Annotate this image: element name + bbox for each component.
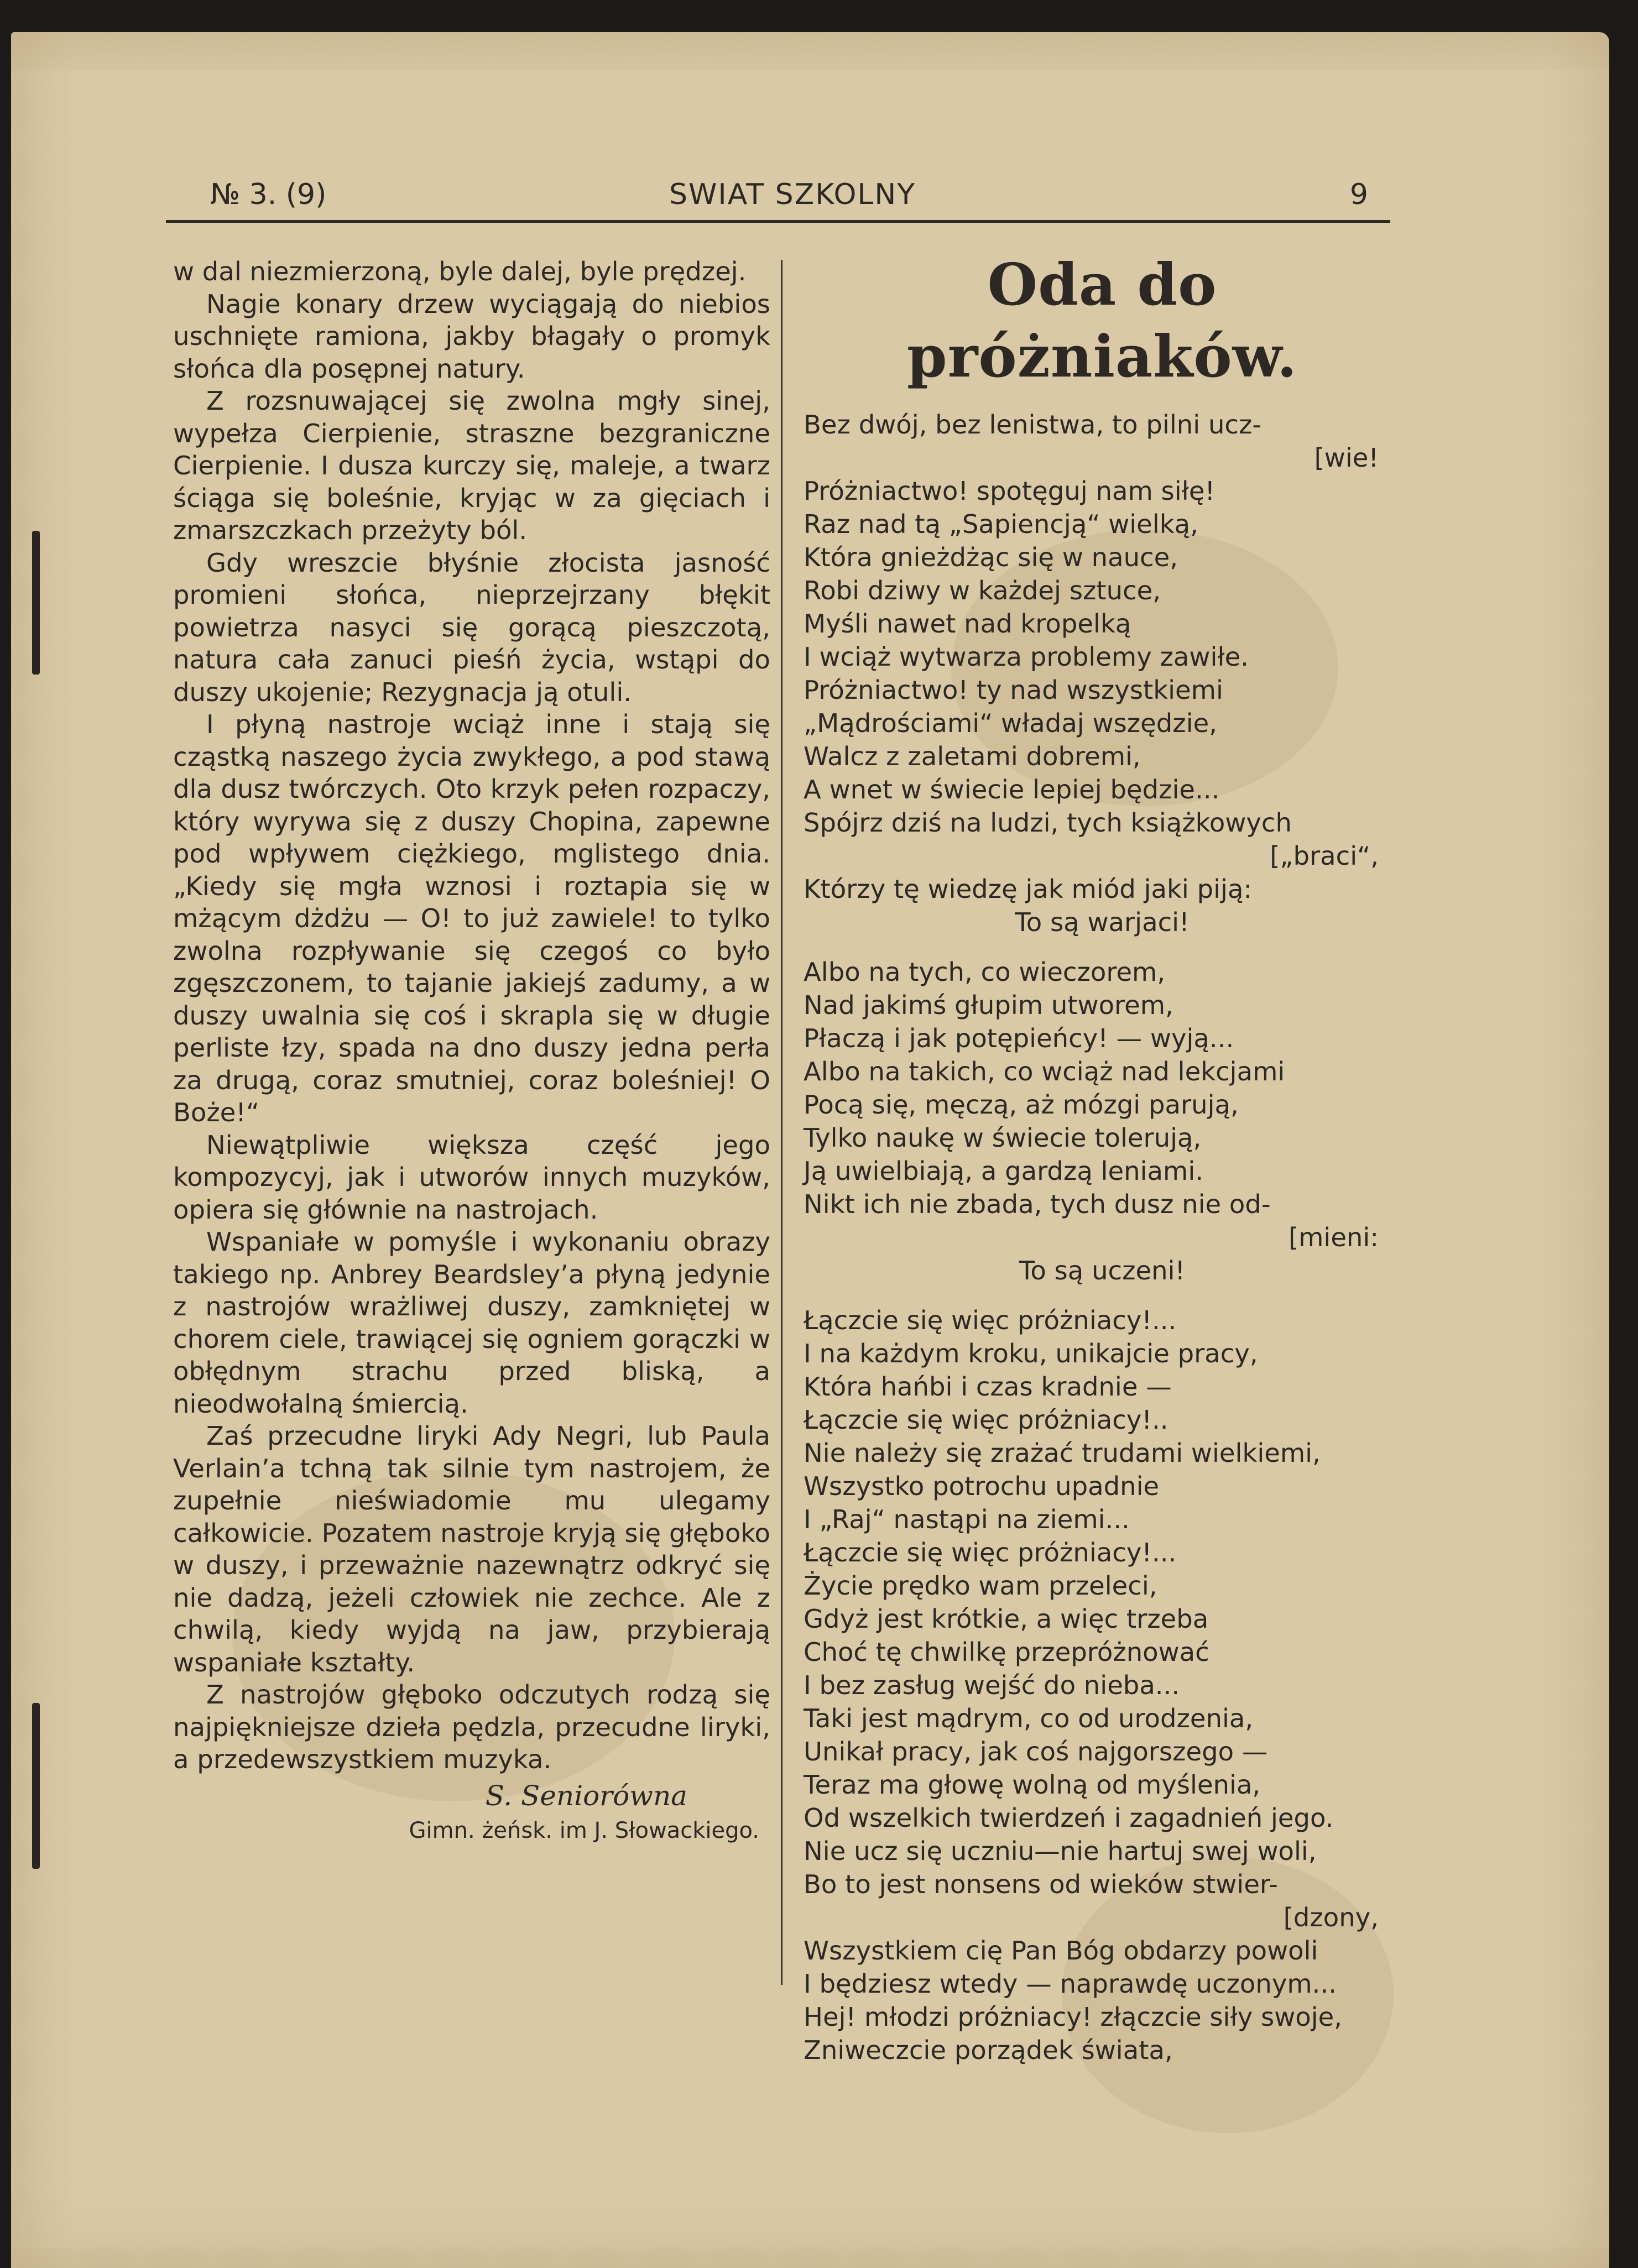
poem-line: Próżniactwo! spotęguj nam siłę! — [804, 476, 1216, 506]
page-number: 9 — [1349, 178, 1368, 211]
poem-line: Wszystko potrochu upadnie — [804, 1471, 1160, 1501]
poem-line: I bez zasług wejść do nieba... — [804, 1670, 1180, 1700]
poem-line: Gdyż jest krótkie, a więc trzeba — [804, 1604, 1209, 1634]
binding-mark — [32, 531, 40, 675]
poem-line: Nikt ich nie zbada, tych dusz nie od- — [804, 1189, 1271, 1219]
poem-line: I będziesz wtedy — naprawdę uczonym... — [804, 1969, 1337, 1999]
poem-line: Od wszelkich twierdzeń i zagadnień jego. — [804, 1803, 1334, 1833]
poem-body — [804, 408, 1401, 2067]
poem-line: Nad jakimś głupim utworem, — [804, 990, 1173, 1020]
poem-line: Którzy tę wiedzę jak miód jaki piją: — [804, 874, 1253, 904]
poem-line: To są uczeni! — [1019, 1256, 1186, 1285]
poem-line: Albo na takich, co wciąż nad lekcjami — [804, 1057, 1285, 1086]
poem-line: Walcz z zaletami dobremi, — [804, 741, 1141, 771]
poem-line: [dzony, — [1283, 1903, 1379, 1932]
article-paragraph: Wspaniałe w pomyśle i wykonaniu obrazy takiego np. Anbrey Beardsley’a płyną jedynie z nastrojów wrażliwej duszy, zamkniętej w chorem ciele, trawiącej się ogniem gorączki w obłędnym strachu przed bliską, a nieodwołalną śmiercią. — [173, 1227, 770, 1419]
poem-title: Oda do próżniaków. — [906, 250, 1298, 390]
article-paragraph: Zaś przecudne liryki Ady Negri, lub Paula Verlain’a tchną tak silnie tym nastrojem, że zupełnie nieświadomie mu ulegamy całkowicie. Pozatem nastroje kryją się głęboko w duszy, i przeważnie nazewnątrz odkryć się nie dadzą, jeżeli człowiek nie zechce. Ale z chwilą, kiedy wyjdą na jaw, przybierają wspaniałe kształty. — [173, 1421, 770, 1678]
poem-line: Nie należy się zrażać trudami wielkiemi, — [804, 1438, 1321, 1468]
article-paragraph: w dal niezmierzoną, byle dalej, byle prędzej. — [173, 257, 747, 286]
column-divider — [781, 260, 783, 1985]
poem-line: Próżniactwo! ty nad wszystkiemi — [804, 675, 1223, 705]
stanza-break — [804, 939, 1401, 955]
article-body — [173, 255, 770, 1776]
poem-line: Która hańbi i czas kradnie — — [804, 1372, 1172, 1402]
poem-line: Robi dziwy w każdej sztuce, — [804, 576, 1161, 605]
poem-line: Wszystkiem cię Pan Bóg obdarzy powoli — [804, 1936, 1318, 1966]
poem-line: A wnet w świecie lepiej będzie... — [804, 775, 1220, 804]
poem-line: Spójrz dziś na ludzi, tych książkowych — [804, 808, 1292, 838]
poem-line: [mieni: — [1288, 1222, 1379, 1252]
poem-line: Teraz ma głowę wolną od myślenia, — [804, 1770, 1261, 1800]
issue-number: № 3. (9) — [210, 178, 327, 211]
article-paragraph: Nagie konary drzew wyciągają do niebios uschnięte ramiona, jakby błagały o promyk słońca dla posępnej natury. — [173, 289, 770, 384]
poem-line: Taki jest mądrym, co od urodzenia, — [804, 1703, 1254, 1733]
poem-line: Nie ucz się uczniu—nie hartuj swej woli, — [804, 1836, 1317, 1866]
poem-line: Zniweczcie porządek świata, — [804, 2035, 1173, 2065]
article-paragraph: Gdy wreszcie błyśnie złocista jasność promieni słońca, nieprzejrzany błękit powietrza nasyci się gorącą pieszczotą, natura cała zanuci pieśń życia, wstąpi do duszy ukojenie; Rezygnacja ją otuli. — [173, 547, 770, 707]
poem-line: „Mądrościami“ władaj wszędzie, — [804, 708, 1218, 738]
poem-line: Bez dwój, bez lenistwa, to pilni ucz- — [804, 410, 1262, 440]
article-column — [173, 255, 770, 1843]
poem-line: Ją uwielbiają, a gardzą leniami. — [804, 1156, 1204, 1186]
poem-line: I wciąż wytwarza problemy zawiłe. — [804, 642, 1249, 672]
poem-line: [wie! — [1314, 443, 1379, 473]
poem-line: I „Raj“ nastąpi na ziemi... — [804, 1504, 1130, 1534]
poem-line: Płaczą i jak potępieńcy! — wyją... — [804, 1023, 1234, 1053]
poem-line: Myśli nawet nad kropelką — [804, 609, 1131, 639]
article-paragraph: Z nastrojów głęboko odczutych rodzą się najpiękniejsze dzieła pędzla, przecudne liryki, a przedewszystkiem muzyka. — [173, 1680, 770, 1774]
stanza-break — [804, 1287, 1401, 1304]
binding-mark — [32, 1703, 40, 1869]
page-header — [166, 176, 1390, 223]
poem-line: Łączcie się więc próżniacy!.. — [804, 1405, 1168, 1435]
poem-line: Unikał pracy, jak coś najgorszego — — [804, 1737, 1268, 1767]
poem-line: I na każdym kroku, unikajcie pracy, — [804, 1339, 1258, 1368]
poem-line: Hej! młodzi próżniacy! złączcie siły swoje, — [804, 2002, 1343, 2032]
journal-title: SWIAT SZKOLNY — [669, 178, 916, 211]
article-paragraph: Z rozsnuwającej się zwolna mgły sinej, wypełza Cierpienie, straszne bezgraniczne Cierpienie. I dusza kurczy się, maleje, a twarz ściąga się boleśnie, kryjąc w za gięciach i zmarszczkach przeżyty ból. — [173, 386, 770, 545]
poem-line: To są warjaci! — [1015, 907, 1190, 937]
poem-line: [„braci“, — [1270, 841, 1379, 871]
poem-line: Która gnieżdżąc się w nauce, — [804, 542, 1178, 572]
poem-line: Choć tę chwilkę przepróżnować — [804, 1637, 1209, 1667]
poem-line: Raz nad tą „Sapiencją“ wielką, — [804, 509, 1198, 539]
poem-line: Łączcie się więc próżniacy!... — [804, 1305, 1177, 1335]
article-paragraph: I płyną nastroje wciąż inne i stają się cząstką naszego życia zwykłego, a pod stawą dla dusz twórczych. Oto krzyk pełen rozpaczy, który wyrywa się z duszy Chopina, zapewne pod wpływem ciężkiego, mglistego dnia. „Kiedy się mgła wznosi i roztapia się w mżącym dżdżu — O! to już zawiele! to tylko zwolna rozpływanie się czegoś co było zgęszczonem, to tajanie jakiejś zadumy, a w duszy uwalnia się coś i skrapla się w długie perliste łzy, spada na dno duszy jedna perła za drugą, coraz smutniej, coraz boleśniej! O Boże!“ — [173, 709, 770, 1127]
poem-line: Tylko naukę w świecie tolerują, — [804, 1123, 1202, 1153]
poem-line: Życie prędko wam przeleci, — [804, 1571, 1157, 1601]
poem-line: Pocą się, męczą, aż mózgi parują, — [804, 1090, 1239, 1120]
poem-line: Łączcie się więc próżniacy!... — [804, 1538, 1177, 1567]
author-signature: S. Seniorówna — [485, 1779, 687, 1812]
article-paragraph: Niewątpliwie większa część jego kompozycyj, jak i utworów innych muzyków, opiera się głównie na nastrojach. — [173, 1130, 770, 1225]
author-school: Gimn. żeńsk. im J. Słowackiego. — [409, 1817, 759, 1843]
poem-line: Bo to jest nonsens od wieków stwier- — [804, 1869, 1278, 1899]
poem-column — [804, 249, 1401, 2067]
poem-line: Albo na tych, co wieczorem, — [804, 957, 1166, 987]
